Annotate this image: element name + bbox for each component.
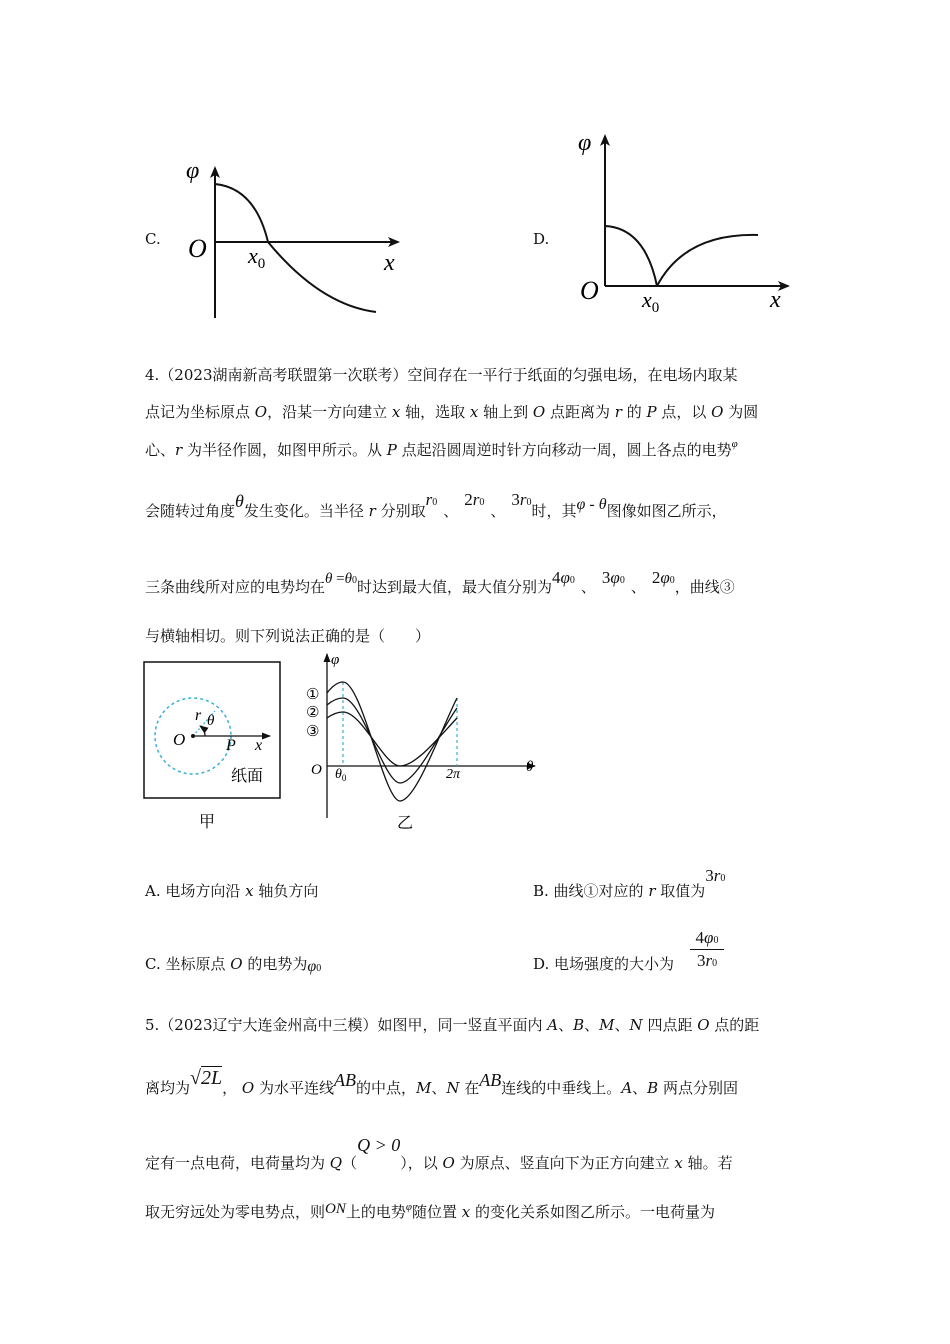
var-o: O [711, 403, 724, 421]
graph-c-x-label: x [384, 250, 395, 276]
text: 与横轴相切。则下列说法正确的是（ ） [145, 627, 431, 645]
math-3r0: 3r0 [705, 866, 726, 885]
math-2phi0: 2φ0 [651, 568, 675, 587]
text: 定有一点电荷，电荷量均为 [145, 1154, 330, 1172]
q5-line-2 [145, 1067, 738, 1099]
q4-text: 4.（2023湖南新高考联盟第一次联考）空间存在一平行于纸面的匀强电场，在电场内取某 [145, 366, 738, 384]
var-p: P [646, 403, 657, 421]
text: 为圆 [723, 403, 759, 421]
yi-curve-3-label: ③ [306, 722, 320, 740]
graph-d-origin: O [580, 276, 599, 305]
var-n: N [446, 1079, 460, 1097]
text: 心、 [145, 441, 176, 459]
yi-phi-label: φ [331, 652, 340, 668]
graph-c-curve [215, 184, 376, 312]
math-3phi0: 3φ0 [601, 568, 625, 587]
option-d-label: D. [533, 230, 550, 248]
q4-line-2 [145, 401, 758, 422]
fraction-numerator: 4φ0 [690, 928, 724, 950]
graph-d-curve-left [605, 226, 657, 286]
text: 分别取 [375, 502, 426, 520]
math-r0: r0 [425, 490, 438, 509]
text: 发生变化。当半径 [243, 502, 369, 520]
graph-c-x0: $x_0$ [248, 243, 266, 272]
graph-d [570, 128, 800, 318]
jia-r: r [195, 707, 202, 724]
graph-c-origin: O [188, 234, 207, 263]
q5-line-3 [145, 1135, 733, 1173]
math-phi0: φ0 [307, 958, 322, 975]
text: 上的电势 [345, 1203, 406, 1221]
text: A. 电场方向沿 [145, 882, 246, 900]
text: 时，其 [531, 502, 577, 520]
curve-2 [327, 698, 457, 783]
graph-d-curve-right [657, 235, 758, 286]
q5-line-4 [145, 1201, 715, 1222]
option-c[interactable] [145, 953, 321, 974]
figure-yi [300, 648, 545, 834]
var-x: x [245, 882, 254, 900]
q4-line-6 [145, 625, 430, 646]
var-m: M [599, 1016, 615, 1034]
option-b[interactable] [533, 866, 726, 901]
math-q-positive: Q > 0 [357, 1135, 401, 1155]
separator: 、 [630, 578, 646, 596]
var-o: O [230, 955, 243, 973]
angle-arc [200, 726, 205, 736]
yi-origin: O [311, 762, 322, 778]
var-q: Q [329, 1154, 343, 1172]
text: 连线的中垂线上。 [501, 1079, 622, 1097]
math-4phi0: 4φ0 [552, 568, 575, 587]
math-on: ON [325, 1201, 346, 1217]
yi-curve-1-label: ① [306, 685, 320, 703]
text: 轴负方向 [253, 882, 319, 900]
q4-line-1 [145, 364, 738, 385]
text: 轴，选取 [400, 403, 470, 421]
var-theta: θ [235, 491, 244, 511]
math-phi-theta: φ - θ [576, 496, 607, 513]
text: 时达到最大值，最大值分别为 [356, 578, 552, 596]
var-r: r [368, 502, 376, 520]
var-x: x [391, 403, 401, 421]
option-c-label: C. [145, 230, 161, 248]
text: C. 坐标原点 [145, 955, 231, 973]
text: 5.（2023辽宁大连金州高中三模）如图甲，同一竖直平面内 [145, 1016, 548, 1034]
text: 点的距 [709, 1016, 760, 1034]
text: 取无穷远处为零电势点，则 [145, 1203, 326, 1221]
graph-d-x0: $x_0$ [642, 287, 660, 316]
q4-line-3 [145, 439, 738, 460]
var-r: r [175, 441, 183, 459]
text: 三条曲线所对应的电势均在 [145, 578, 326, 596]
math-sqrt2l: √2L [190, 1067, 223, 1089]
jia-caption: 甲 [199, 812, 216, 831]
var-o: O [532, 403, 546, 421]
text: ），以 [400, 1154, 443, 1172]
text: （ [342, 1154, 358, 1172]
var-b: B [647, 1079, 659, 1097]
separator: 、 [490, 502, 506, 520]
var-o: O [442, 1154, 455, 1172]
fraction-4phi0-3r0 [690, 928, 724, 971]
var-phi: φ [731, 438, 738, 450]
math-ab: AB [334, 1070, 356, 1090]
var-phi: φ [405, 1201, 412, 1213]
text: 四点距 [642, 1016, 698, 1034]
separator: 、 [558, 1016, 574, 1034]
figure-jia [143, 661, 283, 833]
text: 会随转过角度 [145, 502, 236, 520]
jia-paper-label: 纸面 [231, 766, 264, 785]
var-a: A [621, 1079, 633, 1097]
var-m: M [416, 1079, 432, 1097]
text: 轴上到 [478, 403, 533, 421]
separator: 、 [584, 1016, 600, 1034]
math-3r0: 3r0 [511, 490, 532, 509]
math-theta-eq: θ =θ0 [325, 571, 357, 587]
var-o: O [254, 403, 268, 421]
var-b: B [573, 1016, 585, 1034]
var-x: x [674, 1154, 683, 1172]
yi-theta-axis: θ [526, 759, 534, 775]
separator: 、 [632, 1079, 648, 1097]
fraction-denominator: 3r0 [696, 951, 718, 970]
q4-line-4 [145, 490, 727, 521]
jia-o: O [173, 730, 186, 749]
var-r: r [614, 403, 622, 421]
text: 两点分别固 [658, 1079, 738, 1097]
var-o: O [241, 1079, 255, 1097]
var-n: N [629, 1016, 643, 1034]
yi-caption: 乙 [397, 813, 414, 832]
graph-c [180, 150, 420, 325]
text: 轴。若 [682, 1154, 733, 1172]
text: ，沿某一方向建立 [267, 403, 392, 421]
text: 点起沿圆周逆时针方向移动一周，圆上各点的电势 [396, 441, 732, 459]
jia-theta: θ [207, 713, 215, 729]
separator: 、 [443, 502, 459, 520]
text: 的中点， [356, 1079, 417, 1097]
yi-two-pi: 2π [446, 767, 461, 782]
text: B. 曲线①对应的 [533, 882, 649, 900]
text: 取值为 [655, 882, 706, 900]
option-d[interactable] [533, 953, 674, 974]
text: 为水平连线 [254, 1079, 334, 1097]
text: 的变化关系如图乙所示。一电荷量为 [470, 1203, 715, 1221]
text: ， [222, 1079, 242, 1097]
graph-d-x-label: x [770, 287, 781, 313]
origin-dot [191, 734, 195, 738]
text: 为原点、竖直向下为正方向建立 [454, 1154, 675, 1172]
var-o: O [697, 1016, 710, 1034]
text: 点，以 [656, 403, 712, 421]
curve-3 [327, 712, 457, 766]
option-a[interactable] [145, 880, 318, 901]
q4-line-5 [145, 568, 735, 597]
yi-curve-2-label: ② [306, 703, 320, 721]
var-x: x [469, 403, 479, 421]
separator: 、 [431, 1079, 447, 1097]
text: 的电势为 [242, 955, 308, 973]
text: 为半径作圆，如图甲所示。从 [182, 441, 387, 459]
math-ab: AB [479, 1070, 502, 1090]
text: D. 电场强度的大小为 [533, 955, 675, 973]
yi-theta0: $\theta_0$ [335, 767, 347, 783]
text: ，曲线③ [674, 578, 735, 596]
math-2r0: 2r0 [464, 490, 485, 509]
var-p: P [386, 441, 397, 459]
text: 图像如图乙所示， [606, 502, 727, 520]
separator: 、 [614, 1016, 630, 1034]
graph-d-phi-label: φ [578, 130, 592, 156]
graph-c-phi-label: φ [186, 158, 200, 184]
separator: 、 [580, 578, 596, 596]
text: 的 [621, 403, 647, 421]
text: 在 [459, 1079, 480, 1097]
var-r: r [648, 882, 656, 900]
text: 点距离为 [545, 403, 615, 421]
jia-p: P [226, 737, 236, 754]
curve-1 [327, 682, 457, 801]
var-x: x [461, 1203, 471, 1221]
text: 离均为 [145, 1079, 191, 1097]
text: 点记为坐标原点 [145, 403, 255, 421]
jia-x: x [255, 737, 263, 754]
text: 随位置 [411, 1203, 462, 1221]
var-a: A [547, 1016, 559, 1034]
q5-line-1 [145, 1014, 759, 1035]
